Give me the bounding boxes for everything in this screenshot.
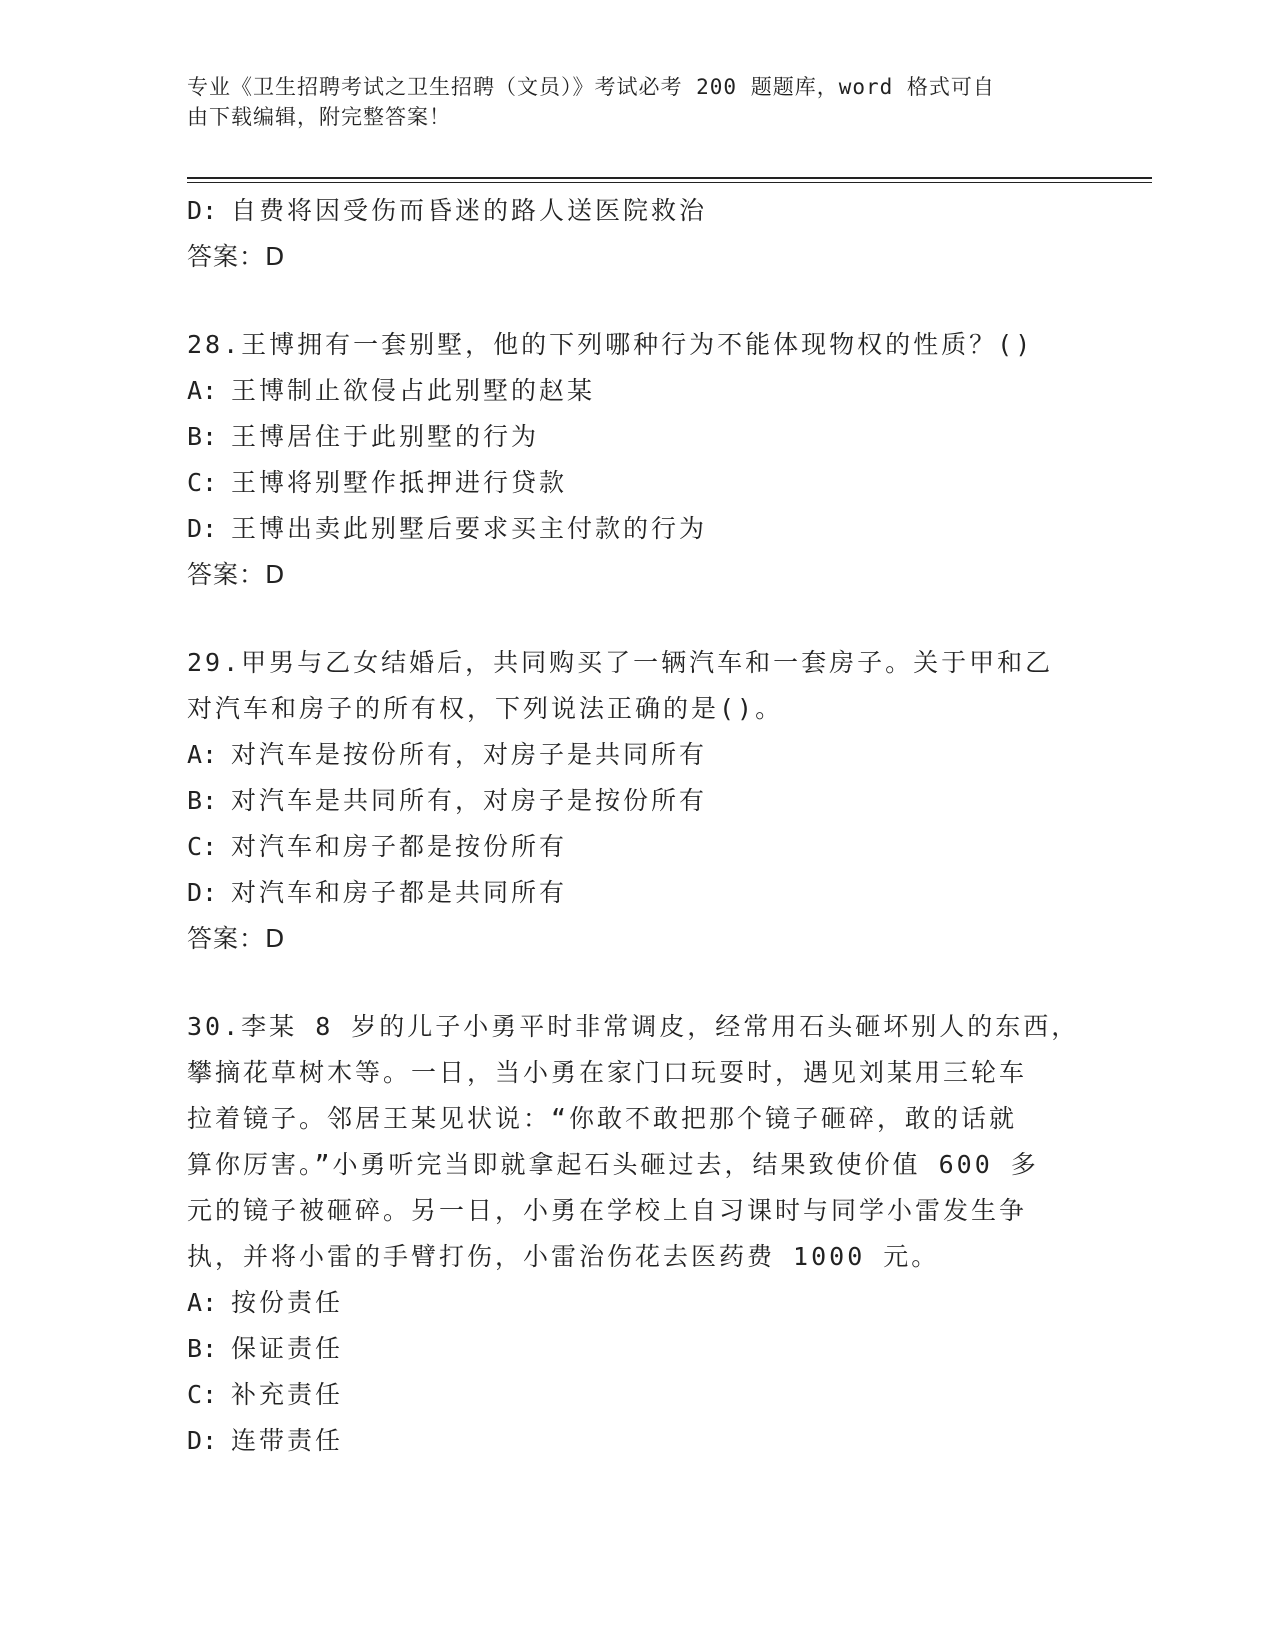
q29-answer: 答案：D xyxy=(187,924,286,953)
option-text: 对汽车和房子都是共同所有 xyxy=(231,878,568,907)
q30-option-c xyxy=(187,1372,1077,1418)
q28-option-a xyxy=(187,368,1077,414)
option-label: D: xyxy=(187,1426,218,1455)
option-label: A: xyxy=(187,740,218,769)
option-text: 对汽车是共同所有，对房子是按份所有 xyxy=(231,786,708,815)
option-label: D: xyxy=(187,878,218,907)
option-text: 王博出卖此别墅后要求买主付款的行为 xyxy=(231,514,708,543)
q29-stem xyxy=(187,640,1077,732)
q29-option-a xyxy=(187,732,1077,778)
header-divider-thick xyxy=(187,177,1152,179)
option-label: B: xyxy=(187,1334,218,1363)
q28-option-b xyxy=(187,414,1077,460)
q30-stem-line-1: 30.李某 8 岁的儿子小勇平时非常调皮，经常用石头砸坏别人的东西， xyxy=(187,1012,1080,1041)
q28-option-d xyxy=(187,506,1077,552)
q30-stem xyxy=(187,1004,1080,1280)
q30-stem-line-5: 元的镜子被砸碎。另一日，小勇在学校上自习课时与同学小雷发生争 xyxy=(187,1196,1028,1225)
option-label: D: xyxy=(187,196,218,225)
option-label: A: xyxy=(187,376,218,405)
q30-stem-line-4: 算你厉害。”小勇听完当即就拿起石头砸过去，结果致使价值 600 多 xyxy=(187,1150,1039,1179)
option-label: C: xyxy=(187,1380,218,1409)
q30-option-d xyxy=(187,1418,1077,1464)
q28-stem: 28.王博拥有一套别墅，他的下列哪种行为不能体现物权的性质？() xyxy=(187,330,1034,359)
header-line-1: 专业《卫生招聘考试之卫生招聘（文员）》考试必考 200 题题库，word 格式可自 xyxy=(187,75,995,99)
question-list xyxy=(187,188,1080,1464)
option-label: B: xyxy=(187,786,218,815)
q29-option-d xyxy=(187,870,1077,916)
q30-stem-line-3: 拉着镜子。邻居王某见状说：“你敢不敢把那个镜子砸碎，敢的话就 xyxy=(187,1104,1018,1133)
document-header xyxy=(187,72,1067,132)
header-divider-thin xyxy=(187,182,1152,183)
option-label: A: xyxy=(187,1288,218,1317)
q29-option-b xyxy=(187,778,1077,824)
option-label: B: xyxy=(187,422,218,451)
option-text: 王博居住于此别墅的行为 xyxy=(231,422,540,451)
option-text: 连带责任 xyxy=(231,1426,344,1455)
prev-option-d xyxy=(187,188,1077,234)
option-text: 保证责任 xyxy=(231,1334,344,1363)
q28-answer: 答案：D xyxy=(187,560,286,589)
q29-option-c xyxy=(187,824,1077,870)
option-text: 补充责任 xyxy=(231,1380,344,1409)
prev-answer: 答案：D xyxy=(187,242,286,271)
option-text: 对汽车和房子都是按份所有 xyxy=(231,832,568,861)
option-label: C: xyxy=(187,468,218,497)
option-label: C: xyxy=(187,832,218,861)
q28-option-c xyxy=(187,460,1077,506)
q29-stem-line-2: 对汽车和房子的所有权，下列说法正确的是()。 xyxy=(187,694,784,723)
option-label: D: xyxy=(187,514,218,543)
option-text: 王博制止欲侵占此别墅的赵某 xyxy=(231,376,596,405)
option-text: 自费将因受伤而昏迷的路人送医院救治 xyxy=(231,196,708,225)
q30-stem-line-2: 攀摘花草树木等。一日，当小勇在家门口玩耍时，遇见刘某用三轮车 xyxy=(187,1058,1028,1087)
q29-stem-line-1: 29.甲男与乙女结婚后，共同购买了一辆汽车和一套房子。关于甲和乙 xyxy=(187,648,1054,677)
q30-option-a xyxy=(187,1280,1077,1326)
header-line-2: 由下载编辑，附完整答案！ xyxy=(187,105,451,129)
q30-option-b xyxy=(187,1326,1077,1372)
option-text: 王博将别墅作抵押进行贷款 xyxy=(231,468,568,497)
q30-stem-line-6: 执，并将小雷的手臂打伤，小雷治伤花去医药费 1000 元。 xyxy=(187,1242,940,1271)
option-text: 对汽车是按份所有，对房子是共同所有 xyxy=(231,740,708,769)
option-text: 按份责任 xyxy=(231,1288,344,1317)
